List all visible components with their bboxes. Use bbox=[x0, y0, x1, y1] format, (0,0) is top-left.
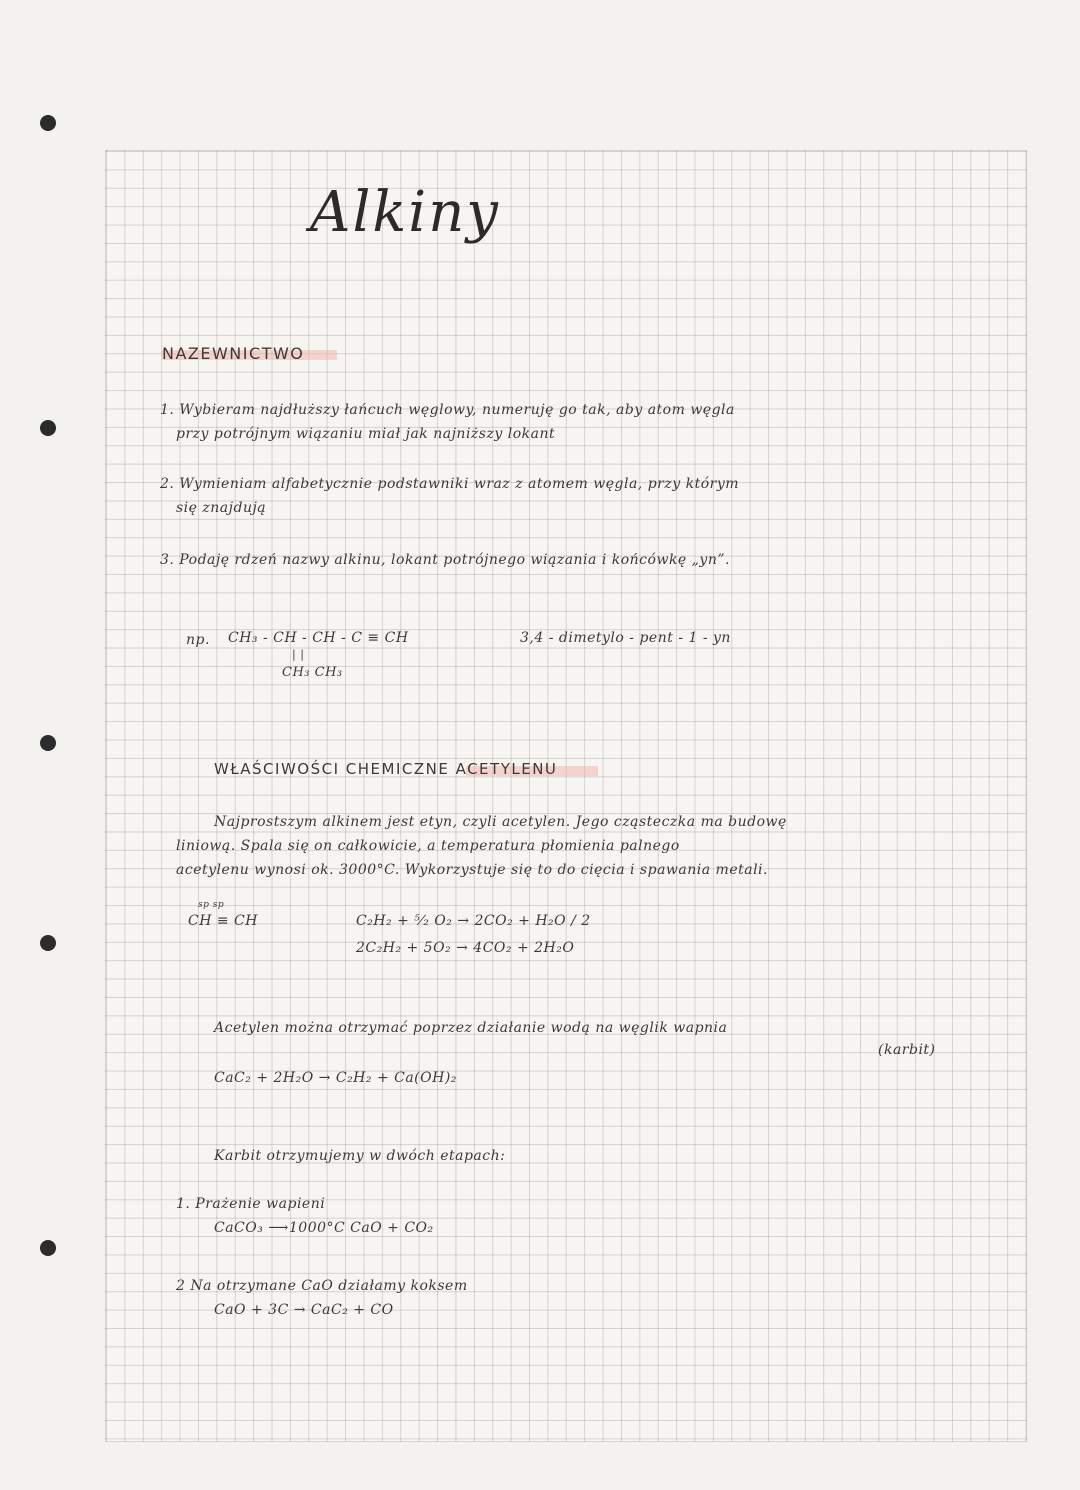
step-1: 1. Prażenie wapieni bbox=[176, 1196, 326, 1212]
rule-2-line-1: 2. Wymieniam alfabetycznie podstawniki wraz z atomem węgla, przy którym bbox=[160, 476, 740, 492]
binder-hole bbox=[40, 115, 56, 131]
section-heading-wlasciwosci: WŁAŚCIWOŚCI CHEMICZNE ACETYLENU bbox=[214, 760, 558, 778]
binder-hole bbox=[40, 735, 56, 751]
equation-combustion-1: C₂H₂ + ⁵⁄₂ O₂ → 2CO₂ + H₂O / 2 bbox=[356, 913, 591, 929]
section-heading-nazewnictwo: NAZEWNICTWO bbox=[162, 344, 305, 363]
step-2-equation: CaO + 3C → CaC₂ + CO bbox=[214, 1302, 394, 1318]
step-2: 2 Na otrzymane CaO działamy koksem bbox=[176, 1278, 468, 1294]
paragraph-line-2: liniową. Spala się on całkowicie, a temperatura płomienia palnego bbox=[176, 838, 680, 854]
step-1-equation: CaCO₃ ⟶1000°C CaO + CO₂ bbox=[214, 1220, 434, 1236]
example-name: 3,4 - dimetylo - pent - 1 - yn bbox=[520, 630, 731, 646]
equation-combustion-2: 2C₂H₂ + 5O₂ → 4CO₂ + 2H₂O bbox=[356, 940, 575, 956]
example-formula-bonds: | | bbox=[292, 648, 305, 661]
rule-1-line-2: przy potrójnym wiązaniu miał jak najniższy lokant bbox=[176, 426, 556, 442]
preparation-line: Acetylen można otrzymać poprzez działanie wodą na węglik wapnia bbox=[214, 1020, 728, 1036]
hybridization-labels: sp sp bbox=[198, 900, 225, 910]
example-formula-main: CH₃ - CH - CH - C ≡ CH bbox=[228, 630, 409, 646]
binder-hole bbox=[40, 420, 56, 436]
rule-2-line-2: się znajdują bbox=[176, 500, 267, 516]
paragraph-line-3: acetylenu wynosi ok. 3000°C. Wykorzystuje się to do cięcia i spawania metali. bbox=[176, 862, 768, 878]
binder-hole bbox=[40, 1240, 56, 1256]
preparation-note: (karbit) bbox=[878, 1042, 936, 1058]
page-title: Alkiny bbox=[310, 180, 500, 245]
paragraph-line-1: Najprostszym alkinem jest etyn, czyli acetylen. Jego cząsteczka ma budowę bbox=[214, 814, 787, 830]
binder-hole bbox=[40, 935, 56, 951]
acetylene-structure: CH ≡ CH bbox=[188, 913, 258, 929]
rule-1-line-1: 1. Wybieram najdłuższy łańcuch węglowy, numeruję go tak, aby atom węgla bbox=[160, 402, 735, 418]
example-formula-substituents: CH₃ CH₃ bbox=[282, 665, 343, 680]
example-prefix: np. bbox=[186, 632, 210, 648]
karbit-line: Karbit otrzymujemy w dwóch etapach: bbox=[214, 1148, 506, 1164]
equation-carbide-hydrolysis: CaC₂ + 2H₂O → C₂H₂ + Ca(OH)₂ bbox=[214, 1070, 457, 1086]
rule-3: 3. Podaję rdzeń nazwy alkinu, lokant potrójnego wiązania i końcówkę „yn”. bbox=[160, 552, 730, 568]
